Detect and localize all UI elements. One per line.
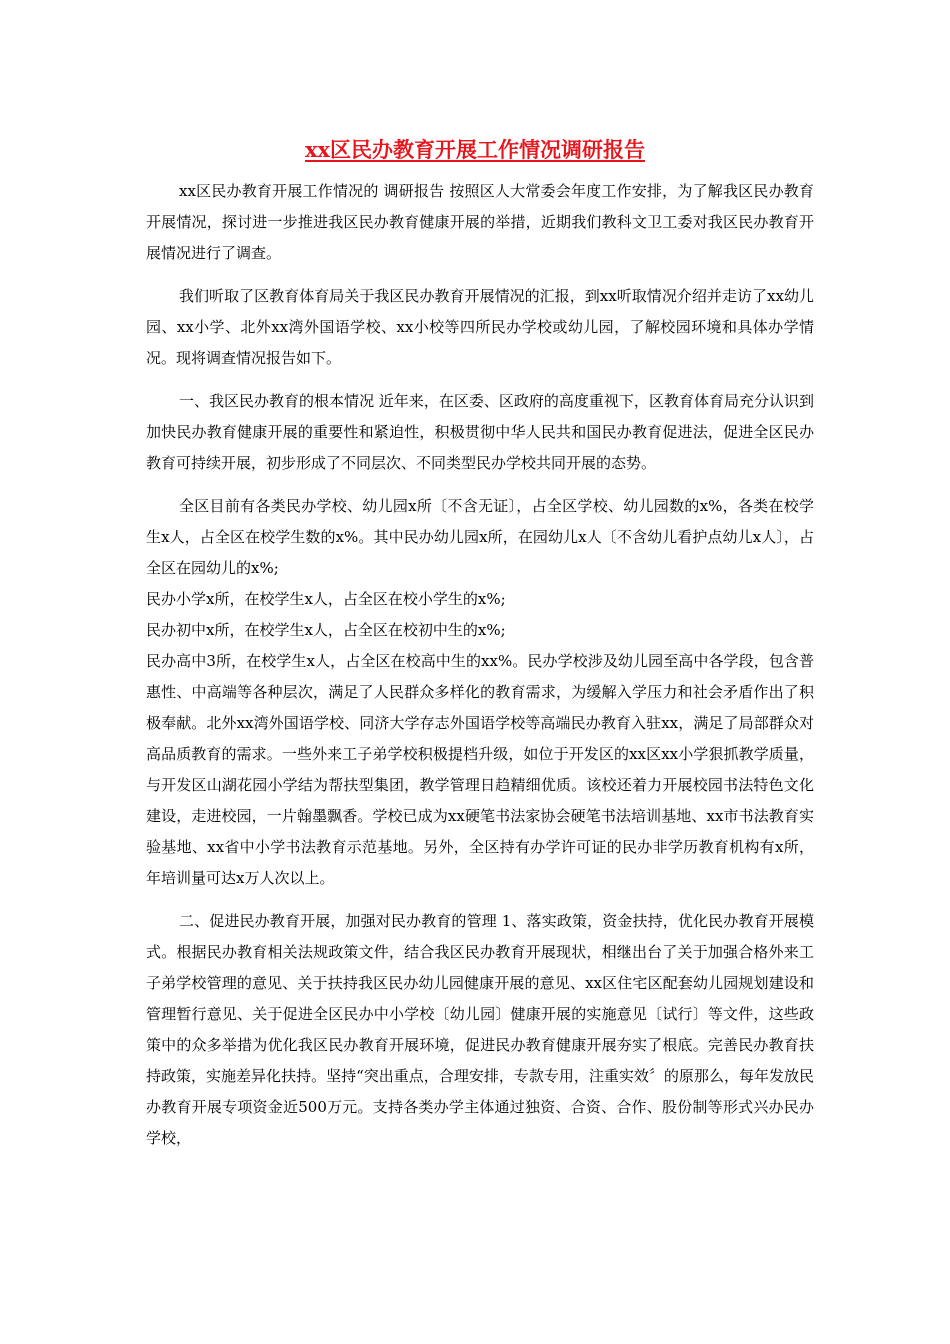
paragraph-survey: 我们听取了区教育体育局关于我区民办教育开展情况的汇报，到xx听取情况介绍并走访了xx幼儿园、xx小学、北外xx湾外国语学校、xx小校等四所民办学校或幼儿园，了解校园环境和具体办学情况。现将调查情况报告如下。 (146, 287, 814, 367)
paragraph-intro: xx区民办教育开展工作情况的 调研报告 按照区人大常委会年度工作安排，为了解我区民办教育开展情况，探讨进一步推进我区民办教育健康开展的举措，近期我们教科文卫工委对我区民办教育开展情况进行了调查。 (146, 182, 814, 262)
document-title: xx区民办教育开展工作情况调研报告 (304, 137, 646, 162)
paragraph-section-one: 一、我区民办教育的根本情况 近年来，在区委、区政府的高度重视下，区教育体育局充分认识到加快民办教育健康开展的重要性和紧迫性，积极贯彻中华人民共和国民办教育促进法，促进全区民办教育可持续开展，初步形成了不同层次、不同类型民办学校共同开展的态势。 (146, 392, 814, 472)
paragraph-section-two: 二、促进民办教育开展，加强对民办教育的管理 1、落实政策，资金扶持，优化民办教育开展模式。根据民办教育相关法规政策文件，结合我区民办教育开展现状，相继出台了关于加强合格外来工子弟学校管理的意见、关于扶持我区民办幼儿园健康开展的意见、xx区住宅区配套幼儿园规划建设和管理暂行意见、关于促进全区民办中小学校〔幼儿园〕健康开展的实施意见〔试行〕等文件，这些政策中的众多举措为优化我区民办教育开展环境，促进民办教育健康开展夯实了根底。完善民办教育扶持政策，实施差异化扶持。坚持“突出重点，合理安排，专款专用，注重实效〞的原那么，每年发放民办教育开展专项资金近500万元。支持各类办学主体通过独资、合资、合作、股份制等形式兴办民办学校， (146, 912, 814, 1147)
line-middle-schools: 民办初中x所，在校学生x人，占全区在校初中生的x%; (146, 621, 506, 639)
document-body (146, 176, 814, 1166)
line-primary-schools: 民办小学x所，在校学生x人，占全区在校小学生的x%; (146, 590, 506, 608)
paragraph-statistics: 全区目前有各类民办学校、幼儿园x所〔不含无证〕，占全区学校、幼儿园数的x%，各类在校学生x人，占全区在校学生数的x%。其中民办幼儿园x所，在园幼儿x人〔不含幼儿看护点幼儿x人〕，占全区在园幼儿的x%; (146, 497, 814, 577)
paragraph-high-schools: 民办高中3所，在校学生x人，占全区在校高中生的xx%。民办学校涉及幼儿园至高中各学段，包含普惠性、中高端等各种层次，满足了人民群众多样化的教育需求，为缓解入学压力和社会矛盾作出了积极奉献。北外xx湾外国语学校、同济大学存志外国语学校等高端民办教育入驻xx，满足了局部群众对高品质教育的需求。一些外来工子弟学校积极提档升级，如位于开发区的xx区xx小学狠抓教学质量，与开发区山湖花园小学结为帮扶型集团，教学管理日趋精细优质。该校还着力开展校园书法特色文化建设，走进校园，一片翰墨飘香。学校已成为xx硬笔书法家协会硬笔书法培训基地、xx市书法教育实验基地、xx省中小学书法教育示范基地。另外，全区持有办学许可证的民办非学历教育机构有x所，年培训量可达x万人次以上。 (146, 652, 814, 887)
